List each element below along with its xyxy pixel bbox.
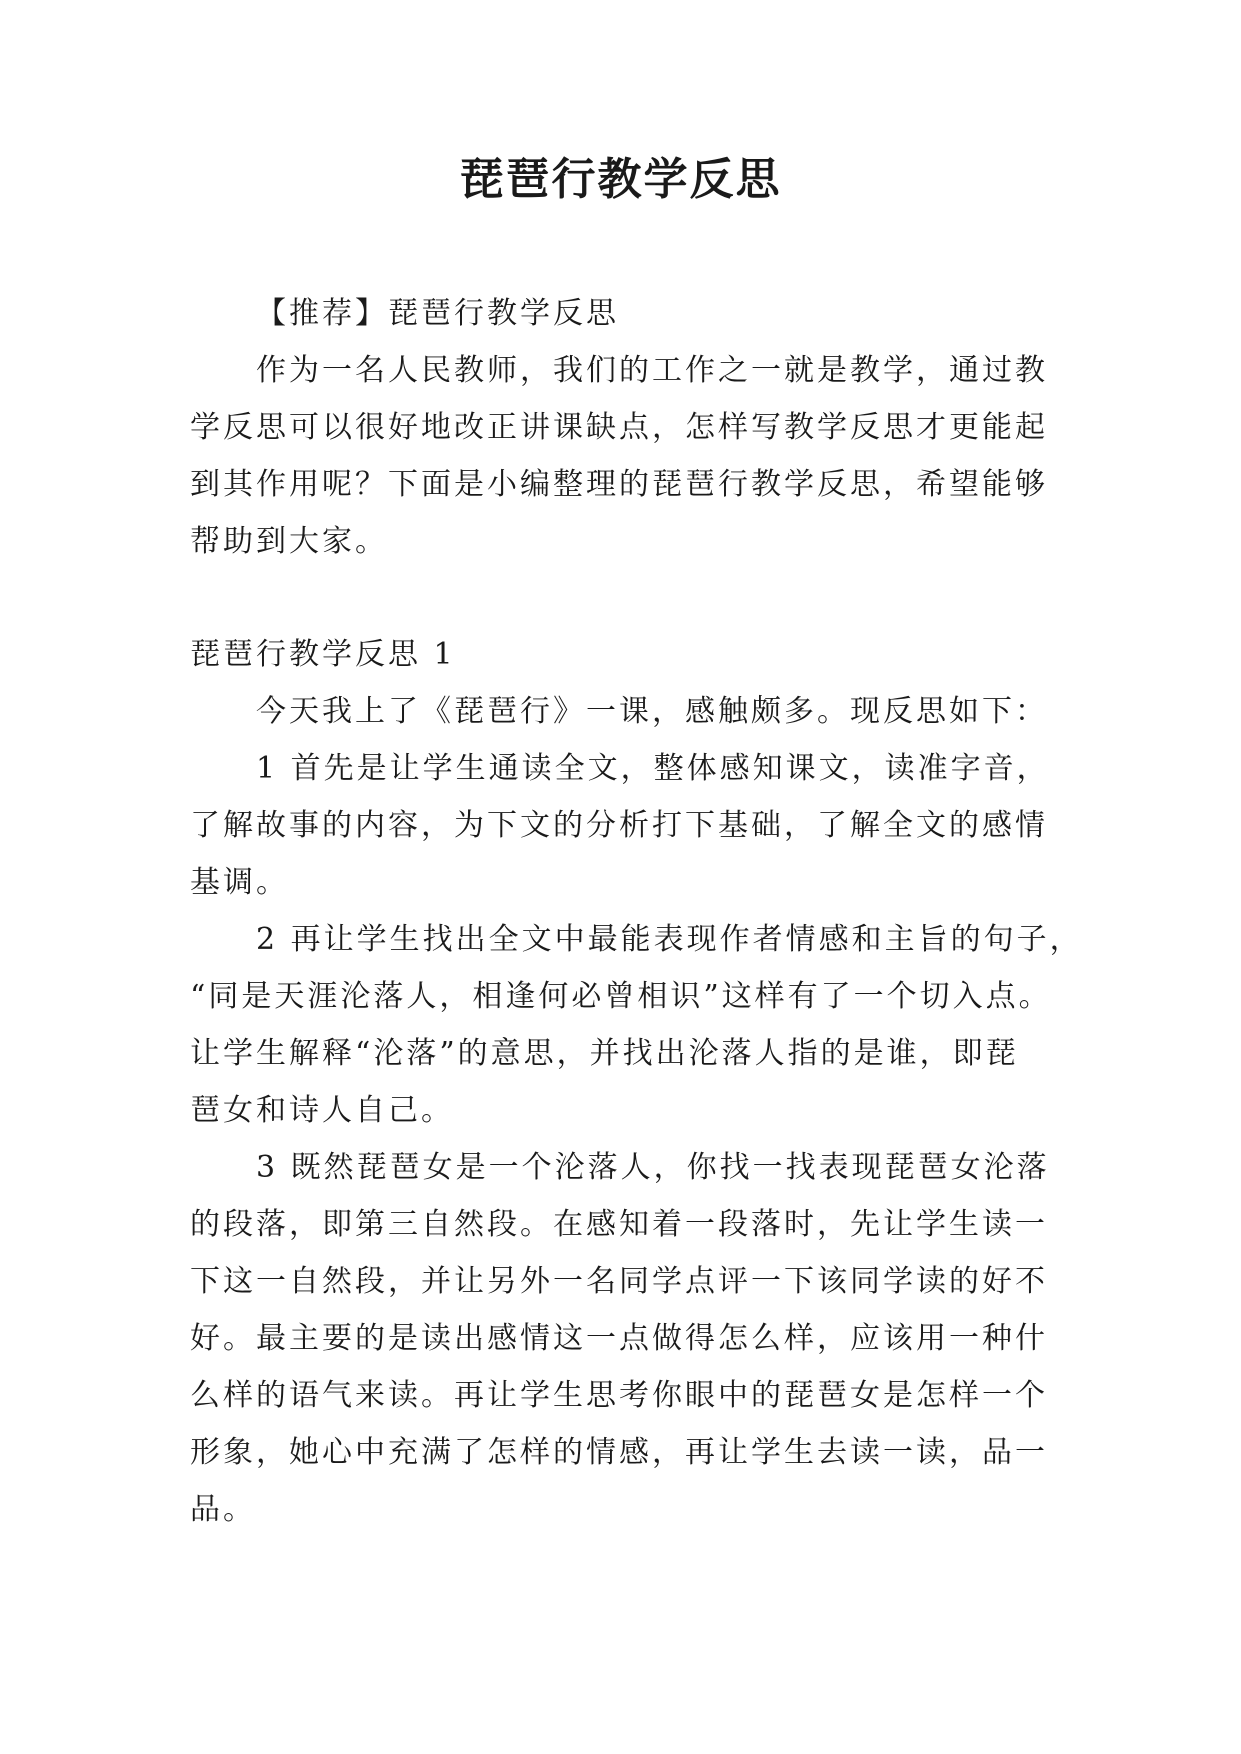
document-title: 琵琶行教学反思 bbox=[459, 154, 782, 205]
section-heading: 琵琶行教学反思 1 bbox=[190, 637, 456, 672]
paragraph-line: “同是天涯沦落人，相逢何必曾相识”这样有了一个切入点。 bbox=[190, 979, 1052, 1014]
intro-heading-line: 【推荐】琵琶行教学反思 bbox=[256, 296, 619, 331]
paragraph-line: 的段落，即第三自然段。在感知着一段落时，先让学生读一 bbox=[190, 1207, 1048, 1242]
paragraph-line: 让学生解释“沦落”的意思，并找出沦落人指的是谁，即琵 bbox=[190, 1036, 1019, 1071]
paragraph-line: 下这一自然段，并让另外一名同学点评一下该同学读的好不 bbox=[190, 1264, 1048, 1299]
paragraph-line: 作为一名人民教师，我们的工作之一就是教学，通过教 bbox=[256, 353, 1048, 388]
paragraph-line: 么样的语气来读。再让学生思考你眼中的琵琶女是怎样一个 bbox=[190, 1378, 1048, 1413]
paragraph-line: 学反思可以很好地改正讲课缺点，怎样写教学反思才更能起 bbox=[190, 410, 1048, 445]
paragraph-line: 2 再让学生找出全文中最能表现作者情感和主旨的句子， bbox=[256, 922, 1083, 957]
paragraph-line: 1 首先是让学生通读全文，整体感知课文，读准字音， bbox=[256, 751, 1050, 786]
section-spacer bbox=[190, 570, 1050, 626]
paragraph-line: 琶女和诗人自己。 bbox=[190, 1093, 454, 1128]
paragraph-line: 基调。 bbox=[190, 865, 289, 900]
paragraph-line: 品。 bbox=[190, 1492, 256, 1527]
paragraph-line: 到其作用呢？下面是小编整理的琵琶行教学反思，希望能够 bbox=[190, 467, 1048, 502]
document-body bbox=[190, 285, 1083, 1538]
paragraph-line: 好。最主要的是读出感情这一点做得怎么样，应该用一种什 bbox=[190, 1321, 1048, 1356]
paragraph-line: 3 既然琵琶女是一个沦落人，你找一找表现琵琶女沦落 bbox=[256, 1150, 1050, 1185]
paragraph-line: 帮助到大家。 bbox=[190, 524, 388, 559]
paragraph-line: 形象，她心中充满了怎样的情感，再让学生去读一读，品一 bbox=[190, 1435, 1048, 1470]
paragraph-line: 今天我上了《琵琶行》一课，感触颇多。现反思如下： bbox=[256, 694, 1048, 729]
paragraph-line: 了解故事的内容，为下文的分析打下基础，了解全文的感情 bbox=[190, 808, 1048, 843]
